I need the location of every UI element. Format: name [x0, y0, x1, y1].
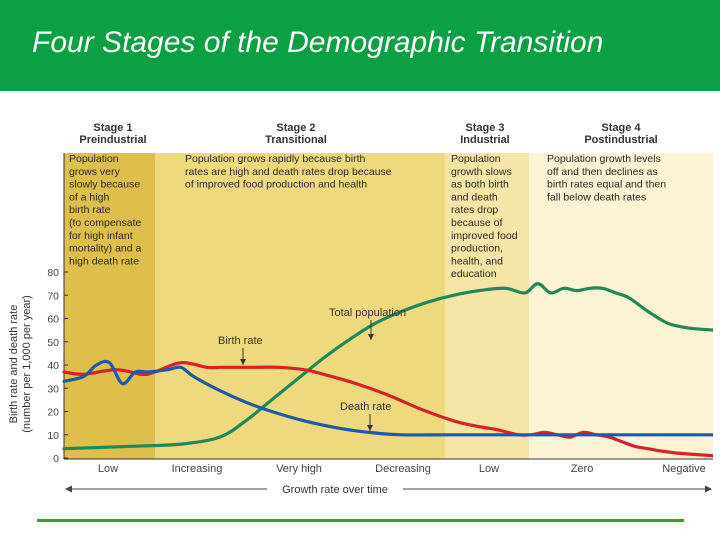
stage-3-description-line: because of: [451, 217, 503, 229]
stage-4-description-line: fall below death rates: [547, 191, 647, 204]
demographic-transition-figure: [7, 118, 713, 498]
stage-3-description-line: improved food: [451, 229, 518, 242]
y-tick-label: 0: [53, 453, 59, 465]
total-population-annotation: Total population: [329, 307, 407, 319]
x-axis-title: Growth rate over time: [282, 484, 388, 496]
title-bar: [0, 0, 720, 91]
x-tick-label: Decreasing: [375, 463, 431, 475]
stage-1-description-line: for high infant: [69, 229, 133, 242]
stage-3-description-line: Population: [451, 153, 501, 165]
y-tick-label: 60: [47, 313, 59, 326]
stage-3-description-line: rates drop: [451, 204, 499, 217]
stage-2-description-line: of improved food production and health: [185, 178, 368, 191]
y-tick-label: 80: [47, 267, 59, 279]
stage-1-description-line: grows very: [69, 165, 120, 178]
y-tick-label: 30: [47, 383, 59, 396]
stage-4-description-line: birth rates equal and then: [547, 178, 667, 191]
stage-header-label-1: Preindustrial: [79, 134, 147, 146]
stage-1-description-line: high death rate: [69, 255, 140, 268]
birth-rate-annotation: Birth rate: [218, 335, 263, 347]
stage-1-description-line: birth rate: [69, 204, 111, 217]
demographic-transition-chart: [7, 118, 713, 498]
x-tick-label: Zero: [570, 463, 594, 475]
bottom-divider: [37, 519, 684, 522]
stage-header-name-4: Stage 4: [601, 122, 641, 134]
y-tick-label: 50: [47, 336, 59, 349]
y-axis-title: Birth rate and death rate: [8, 304, 20, 424]
stage-3-description-line: growth slows: [451, 165, 512, 178]
stage-header-label-2: Transitional: [265, 134, 327, 146]
stage-header-name-1: Stage 1: [93, 122, 133, 134]
stage-1-description-line: Population: [69, 153, 119, 165]
x-arrow-right-head: [705, 486, 712, 493]
y-tick-label: 10: [47, 429, 59, 442]
stage-1-description-line: slowly because: [69, 178, 141, 191]
x-tick-label: Low: [97, 463, 119, 475]
stage-1-description-line: (to compensate: [69, 217, 142, 229]
stage-1-description-line: mortality) and a: [69, 242, 142, 255]
stage-2-description-line: Population grows rapidly because birth: [185, 153, 366, 165]
stage-3-description-line: education: [451, 268, 497, 281]
stage-4-description-line: Population growth levels: [547, 153, 661, 165]
stage-1-description-line: of a high: [69, 191, 110, 204]
x-tick-label: Low: [478, 463, 500, 475]
death-rate-annotation: Death rate: [340, 401, 392, 413]
x-tick-label: Negative: [662, 463, 706, 475]
stage-3-description-line: health, and: [451, 255, 503, 268]
stage-header-name-2: Stage 2: [276, 122, 316, 134]
stage-3-description-line: and death: [451, 191, 498, 204]
x-arrow-left-head: [65, 486, 72, 493]
y-tick-label: 70: [47, 290, 59, 303]
stage-header-name-3: Stage 3: [465, 122, 505, 134]
stage-2-description-line: rates are high and death rates drop because: [185, 165, 392, 178]
stage-headers: [79, 122, 657, 146]
y-tick-label: 20: [47, 406, 59, 419]
stage-header-label-3: Industrial: [460, 134, 510, 146]
y-tick-label: 40: [47, 360, 59, 372]
slide-title: Four Stages of the Demographic Transition: [32, 26, 604, 59]
x-tick-label: Very high: [276, 463, 322, 475]
stage-3-description-line: production,: [451, 242, 503, 255]
stage-3-description-line: as both birth: [451, 178, 509, 191]
stage-header-label-4: Postindustrial: [584, 134, 658, 146]
stage-4-description-line: off and then declines as: [547, 165, 658, 178]
y-axis-unit: (number per 1,000 per year): [21, 295, 33, 433]
x-tick-label: Increasing: [171, 463, 223, 475]
stage-band-2: [155, 153, 445, 459]
